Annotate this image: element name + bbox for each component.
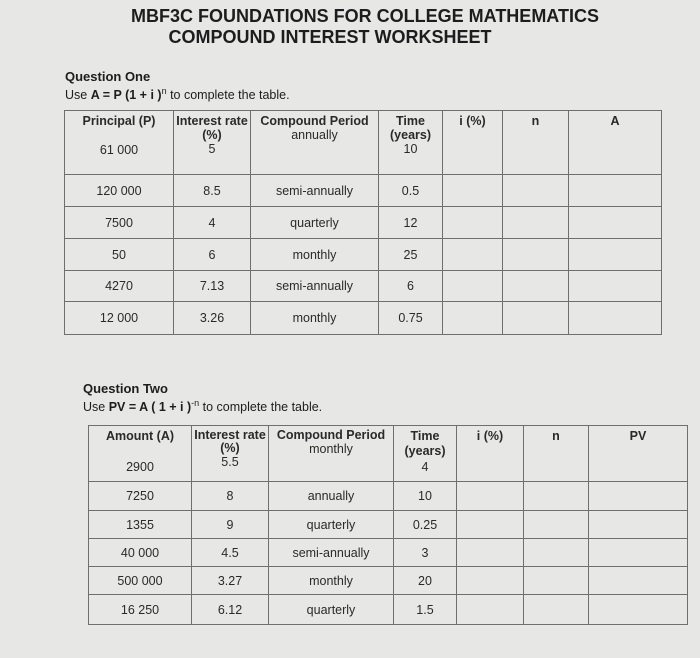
title-line-2: COMPOUND INTEREST WORKSHEET — [168, 27, 492, 47]
header-principal: Principal (P) 61 000 — [65, 111, 174, 175]
header-interest-rate: Interest rate (%) 5 — [174, 111, 251, 175]
table-row — [89, 426, 688, 482]
table-row — [89, 567, 688, 595]
table-cell: semi-annually — [251, 271, 379, 302]
header-pv: PV — [589, 426, 688, 482]
table-cell: 7250 — [89, 482, 192, 511]
table-row — [65, 302, 662, 335]
table-row — [89, 595, 688, 625]
table-cell: monthly — [309, 442, 353, 456]
answer-cell[interactable] — [569, 207, 662, 239]
header-n: n — [503, 111, 569, 175]
answer-cell[interactable] — [443, 207, 503, 239]
formula: A = P (1 + i ) — [90, 88, 162, 103]
answer-cell[interactable] — [503, 239, 569, 271]
answer-cell[interactable] — [457, 511, 524, 539]
table-cell: 20 — [394, 567, 457, 595]
answer-cell[interactable] — [589, 539, 688, 567]
header-n: n — [524, 426, 589, 482]
question-one-table — [64, 110, 662, 335]
answer-cell[interactable] — [457, 595, 524, 625]
table-row — [65, 175, 662, 207]
table-cell: 0.25 — [394, 511, 457, 539]
table-cell: semi-annually — [251, 175, 379, 207]
table-cell: 4270 — [65, 271, 174, 302]
table-cell: 120 000 — [65, 175, 174, 207]
table-row — [65, 111, 662, 175]
question-two-heading: Question Two — [83, 381, 168, 396]
formula-exponent: n — [161, 86, 167, 96]
table-cell: quarterly — [269, 511, 394, 539]
title-line-1: MBF3C FOUNDATIONS FOR COLLEGE MATHEMATICS — [131, 6, 599, 26]
header-compound-period: Compound Period monthly — [269, 426, 394, 482]
table-cell: 0.75 — [379, 302, 443, 335]
formula: PV = A ( 1 + i ) — [108, 400, 192, 415]
answer-cell[interactable] — [443, 271, 503, 302]
table-row — [65, 271, 662, 302]
table-cell: quarterly — [269, 595, 394, 625]
header-i-percent: i (%) — [457, 426, 524, 482]
answer-cell[interactable] — [569, 271, 662, 302]
answer-cell[interactable] — [457, 539, 524, 567]
table-cell: 6.12 — [192, 595, 269, 625]
answer-cell[interactable] — [443, 239, 503, 271]
table-cell: 5 — [208, 142, 216, 156]
answer-cell[interactable] — [589, 567, 688, 595]
table-cell: 7500 — [65, 207, 174, 239]
answer-cell[interactable] — [589, 482, 688, 511]
table-row — [89, 482, 688, 511]
table-cell: 1.5 — [394, 595, 457, 625]
table-row — [65, 239, 662, 271]
table-row — [89, 539, 688, 567]
table-cell: 2900 — [126, 460, 154, 474]
answer-cell[interactable] — [503, 271, 569, 302]
table-cell: 4 — [174, 207, 251, 239]
header-a: A — [569, 111, 662, 175]
table-cell: semi-annually — [269, 539, 394, 567]
answer-cell[interactable] — [524, 511, 589, 539]
answer-cell[interactable] — [503, 207, 569, 239]
table-cell: 4 — [421, 460, 429, 474]
answer-cell[interactable] — [569, 239, 662, 271]
header-time: Time (years) 10 — [379, 111, 443, 175]
table-cell: 500 000 — [89, 567, 192, 595]
answer-cell[interactable] — [589, 595, 688, 625]
answer-cell[interactable] — [569, 175, 662, 207]
answer-cell[interactable] — [524, 567, 589, 595]
header-amount: Amount (A) 2900 — [89, 426, 192, 482]
table-cell: 9 — [192, 511, 269, 539]
table-cell: 10 — [403, 142, 418, 156]
question-two-header — [83, 381, 322, 415]
answer-cell[interactable] — [524, 595, 589, 625]
header-i-percent: i (%) — [443, 111, 503, 175]
question-one-heading: Question One — [65, 69, 151, 84]
question-one-instruction — [65, 84, 290, 103]
table-cell: monthly — [251, 302, 379, 335]
table-cell: annually — [269, 482, 394, 511]
table-cell: 40 000 — [89, 539, 192, 567]
table-row — [65, 207, 662, 239]
table-cell: 12 000 — [65, 302, 174, 335]
header-compound-period: Compound Period annually — [251, 111, 379, 175]
table-cell: 6 — [174, 239, 251, 271]
table-cell: 0.5 — [379, 175, 443, 207]
header-interest-rate: Interest rate (%) 5.5 — [192, 426, 269, 482]
table-cell: 4.5 — [192, 539, 269, 567]
instruction-prefix: Use — [65, 88, 91, 103]
table-cell: 8 — [192, 482, 269, 511]
answer-cell[interactable] — [443, 302, 503, 335]
answer-cell[interactable] — [457, 567, 524, 595]
instruction-suffix: to complete the table. — [166, 88, 290, 103]
instruction-suffix: to complete the table. — [199, 400, 323, 415]
answer-cell[interactable] — [524, 482, 589, 511]
table-cell: annually — [291, 128, 338, 142]
answer-cell[interactable] — [503, 175, 569, 207]
answer-cell[interactable] — [589, 511, 688, 539]
table-cell: 61 000 — [99, 143, 139, 157]
formula-exponent: -n — [191, 398, 200, 408]
header-time: Time (years) 4 — [394, 426, 457, 482]
question-one-header — [65, 69, 290, 103]
table-cell: 10 — [394, 482, 457, 511]
answer-cell[interactable] — [503, 302, 569, 335]
question-two-table — [88, 425, 688, 625]
table-cell: monthly — [251, 239, 379, 271]
table-cell: monthly — [269, 567, 394, 595]
answer-cell[interactable] — [457, 482, 524, 511]
table-cell: 1355 — [89, 511, 192, 539]
table-cell: 3 — [394, 539, 457, 567]
question-two-instruction — [83, 396, 322, 415]
answer-cell[interactable] — [524, 539, 589, 567]
answer-cell[interactable] — [443, 175, 503, 207]
worksheet-title — [0, 6, 700, 48]
table-cell: 7.13 — [174, 271, 251, 302]
table-cell: 5.5 — [221, 455, 239, 469]
table-cell: 12 — [379, 207, 443, 239]
answer-cell[interactable] — [569, 302, 662, 335]
table-cell: 25 — [379, 239, 443, 271]
table-cell: 6 — [379, 271, 443, 302]
table-cell: 3.26 — [174, 302, 251, 335]
table-cell: 50 — [65, 239, 174, 271]
table-cell: 3.27 — [192, 567, 269, 595]
instruction-prefix: Use — [83, 400, 109, 415]
table-cell: 8.5 — [174, 175, 251, 207]
table-row — [89, 511, 688, 539]
table-cell: 16 250 — [89, 595, 192, 625]
table-cell: quarterly — [251, 207, 379, 239]
